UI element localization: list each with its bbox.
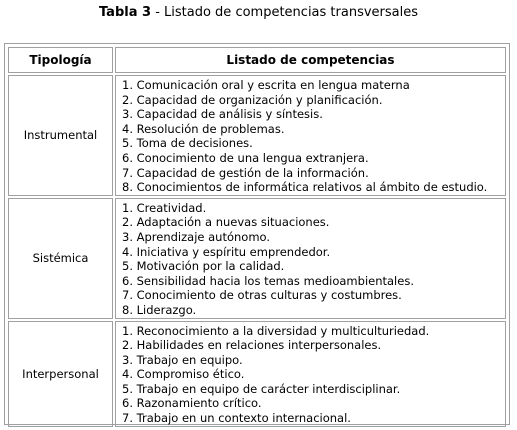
list-item: 6. Sensibilidad hacia los temas medioambientales. [122, 273, 414, 288]
list-item: 4. Iniciativa y espíritu emprendedor. [122, 244, 331, 259]
list-item: 2. Capacidad de organización y planificación. [122, 92, 383, 107]
list-item: 2. Adaptación a nuevas situaciones. [122, 215, 330, 230]
list-item: 1. Creatividad. [122, 200, 207, 215]
competency-list [122, 78, 505, 195]
list-item: 4. Resolución de problemas. [122, 121, 285, 136]
competencies-table-frame [4, 43, 510, 425]
competencies-cell [115, 198, 506, 319]
tipologia-cell: Sistémica [8, 198, 113, 319]
list-item: 3. Aprendizaje autónomo. [122, 229, 271, 244]
list-item: 6. Razonamiento crítico. [122, 396, 262, 411]
competencies-table [6, 45, 508, 429]
caption-label: Tabla 3 [98, 5, 152, 20]
list-item: 5. Trabajo en equipo de carácter interdisciplinar. [122, 381, 401, 396]
list-item: 2. Habilidades en relaciones interpersonales. [122, 338, 382, 353]
caption-text: Listado de competencias transversales [164, 5, 419, 20]
competency-list [122, 324, 505, 426]
tipologia-cell: Interpersonal [8, 321, 113, 427]
header-listado: Listado de competencias [115, 47, 506, 73]
list-item: 5. Toma de decisiones. [122, 136, 253, 151]
competencies-cell [115, 75, 506, 196]
table-row [8, 198, 506, 319]
list-item: 1. Comunicación oral y escrita en lengua materna [122, 78, 410, 92]
list-item: 8. Conocimientos de informática relativos al ámbito de estudio. [122, 180, 488, 195]
list-item: 7. Conocimiento de otras culturas y costumbres. [122, 288, 402, 303]
header-tipologia: Tipología [8, 47, 113, 73]
competencies-cell [115, 321, 506, 427]
list-item: 7. Trabajo en un contexto internacional. [122, 411, 351, 426]
list-item: 3. Capacidad de análisis y síntesis. [122, 107, 323, 122]
table-header-row [8, 47, 506, 73]
table-caption [0, 4, 517, 22]
list-item: 4. Compromiso ético. [122, 367, 245, 382]
list-item: 3. Trabajo en equipo. [122, 352, 243, 367]
table-row [8, 321, 506, 427]
list-item: 5. Motivación por la calidad. [122, 259, 285, 274]
caption-separator: - [151, 5, 165, 20]
list-item: 1. Reconocimiento a la diversidad y multiculturiedad. [122, 323, 430, 338]
list-item: 8. Liderazgo. [122, 302, 197, 317]
competency-list [122, 201, 505, 318]
table-row [8, 75, 506, 196]
tipologia-cell: Instrumental [8, 75, 113, 196]
list-item: 6. Conocimiento de una lengua extranjera. [122, 150, 369, 165]
list-item: 7. Capacidad de gestión de la información. [122, 165, 369, 180]
